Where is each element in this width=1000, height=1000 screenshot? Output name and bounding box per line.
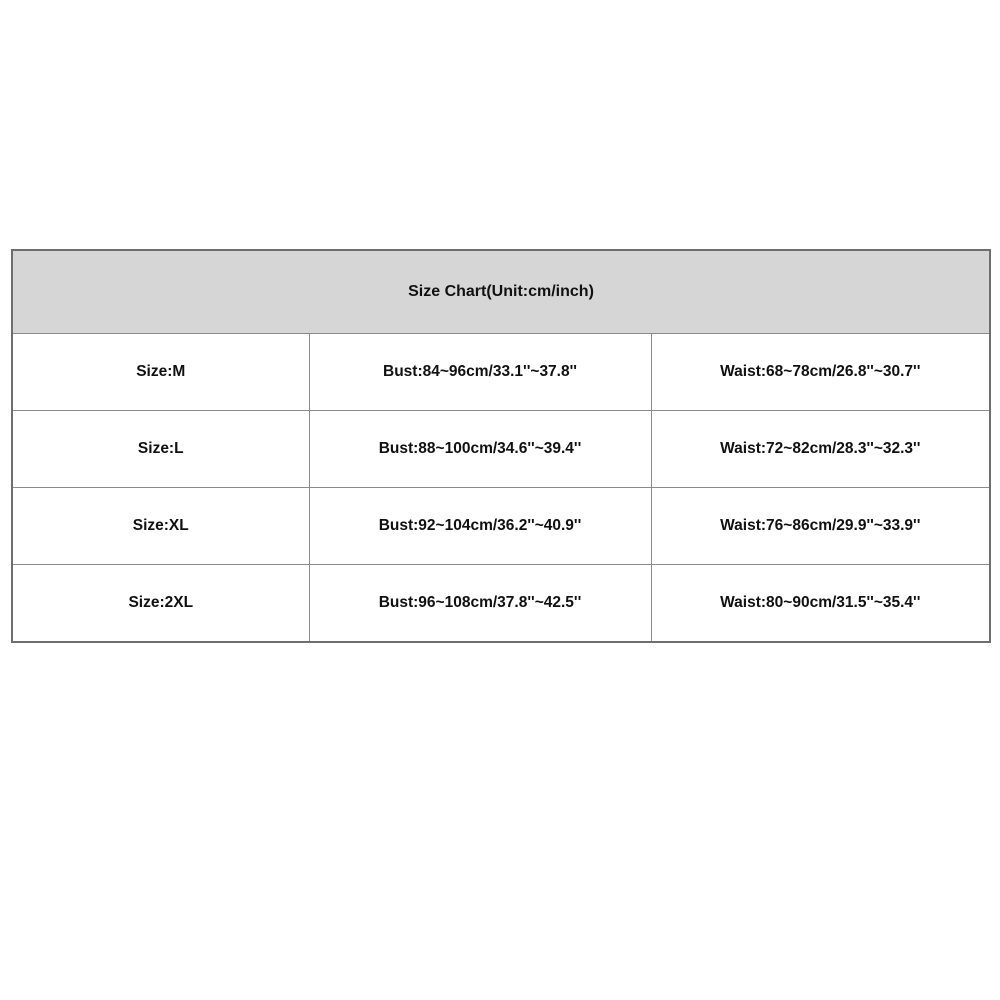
waist-cell: Waist:68~78cm/26.8''~30.7'' <box>651 334 990 411</box>
size-cell: Size:XL <box>12 488 309 565</box>
size-cell: Size:L <box>12 411 309 488</box>
waist-cell: Waist:76~86cm/29.9''~33.9'' <box>651 488 990 565</box>
table-row <box>12 488 990 565</box>
waist-cell: Waist:80~90cm/31.5''~35.4'' <box>651 565 990 643</box>
bust-cell: Bust:92~104cm/36.2''~40.9'' <box>309 488 651 565</box>
size-chart-table <box>11 249 991 643</box>
table-header-row <box>12 250 990 334</box>
bust-cell: Bust:84~96cm/33.1''~37.8'' <box>309 334 651 411</box>
table-row <box>12 411 990 488</box>
size-cell: Size:M <box>12 334 309 411</box>
table-row <box>12 334 990 411</box>
bust-cell: Bust:96~108cm/37.8''~42.5'' <box>309 565 651 643</box>
table-row <box>12 565 990 643</box>
size-chart-title: Size Chart(Unit:cm/inch) <box>12 250 990 334</box>
size-cell: Size:2XL <box>12 565 309 643</box>
waist-cell: Waist:72~82cm/28.3''~32.3'' <box>651 411 990 488</box>
bust-cell: Bust:88~100cm/34.6''~39.4'' <box>309 411 651 488</box>
